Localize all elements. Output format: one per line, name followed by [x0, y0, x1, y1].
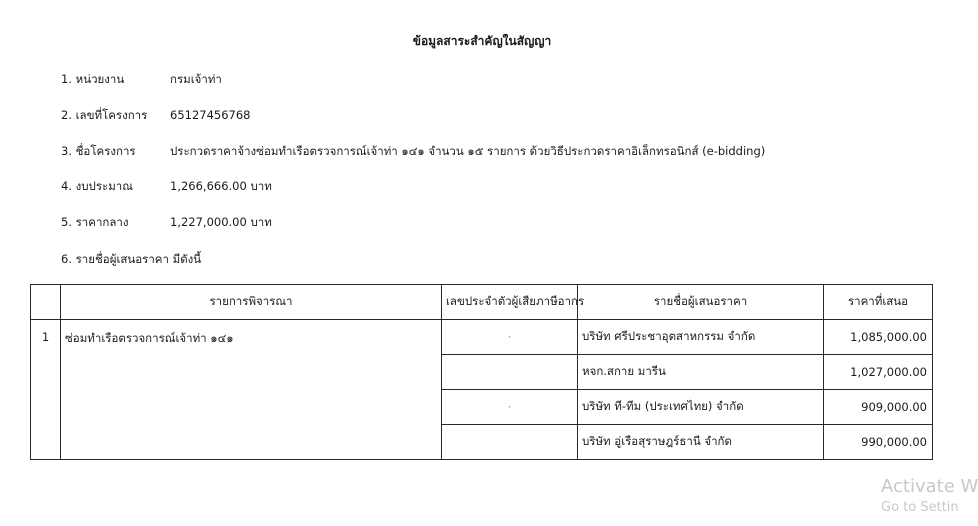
- bid-price: 990,000.00: [824, 425, 933, 460]
- info-label-budget: 4. งบประมาณ: [61, 179, 133, 193]
- document-title: ข้อมูลสาระสำคัญในสัญญา: [412, 34, 552, 48]
- bid-price: 1,027,000.00: [824, 355, 933, 390]
- header-tax-id: เลขประจำตัวผู้เสียภาษีอากร: [442, 285, 578, 320]
- tax-id-cell: [442, 425, 578, 460]
- info-value-budget: 1,266,666.00 บาท: [170, 179, 272, 193]
- info-value-median-price: 1,227,000.00 บาท: [170, 215, 272, 229]
- header-price: ราคาที่เสนอ: [824, 285, 933, 320]
- watermark-line-2: Go to Settin: [881, 500, 959, 515]
- info-label-agency: 1. หน่วยงาน: [61, 72, 125, 86]
- bidder-name: หจก.สกาย มารีน: [578, 355, 824, 390]
- tax-id-cell: ·: [442, 390, 578, 425]
- watermark-line-1: Activate W: [881, 476, 978, 497]
- bid-price: 1,085,000.00: [824, 320, 933, 355]
- info-value-project-name: ประกวดราคาจ้างซ่อมทำเรือตรวจการณ์เจ้าท่า ๑๔๑ จำนวน ๑๕ รายการ ด้วยวิธีประกวดราคาอิเล็กทรอนิกส์ (e-bidding): [170, 144, 766, 158]
- info-value-project-number: 65127456768: [170, 108, 251, 122]
- info-label-median-price: 5. ราคากลาง: [61, 215, 129, 229]
- activation-watermark: [881, 476, 978, 516]
- bidder-name: บริษัท ศรีประชาอุตสาหกรรม จำกัด: [578, 320, 824, 355]
- tax-id-cell: [442, 355, 578, 390]
- row-number: 1: [31, 320, 61, 460]
- info-label-project-name: 3. ชื่อโครงการ: [61, 144, 136, 158]
- bidders-table: [30, 284, 933, 460]
- info-label-project-number: 2. เลขที่โครงการ: [61, 108, 148, 122]
- tax-id-cell: ·: [442, 320, 578, 355]
- info-label-bidders-heading: 6. รายชื่อผู้เสนอราคา มีดังนี้: [61, 252, 202, 266]
- header-item: รายการพิจารณา: [61, 285, 442, 320]
- table-header-row: [31, 285, 933, 320]
- bidder-name: บริษัท อู่เรือสุราษฎร์ธานี จำกัด: [578, 425, 824, 460]
- header-bidder: รายชื่อผู้เสนอราคา: [578, 285, 824, 320]
- table-row: [31, 320, 933, 355]
- info-value-agency: กรมเจ้าท่า: [170, 72, 222, 86]
- bidder-name: บริษัท ที-ทีม (ประเทศไทย) จำกัด: [578, 390, 824, 425]
- bid-price: 909,000.00: [824, 390, 933, 425]
- header-no: [31, 285, 61, 320]
- item-description: ซ่อมทำเรือตรวจการณ์เจ้าท่า ๑๔๑: [61, 320, 442, 460]
